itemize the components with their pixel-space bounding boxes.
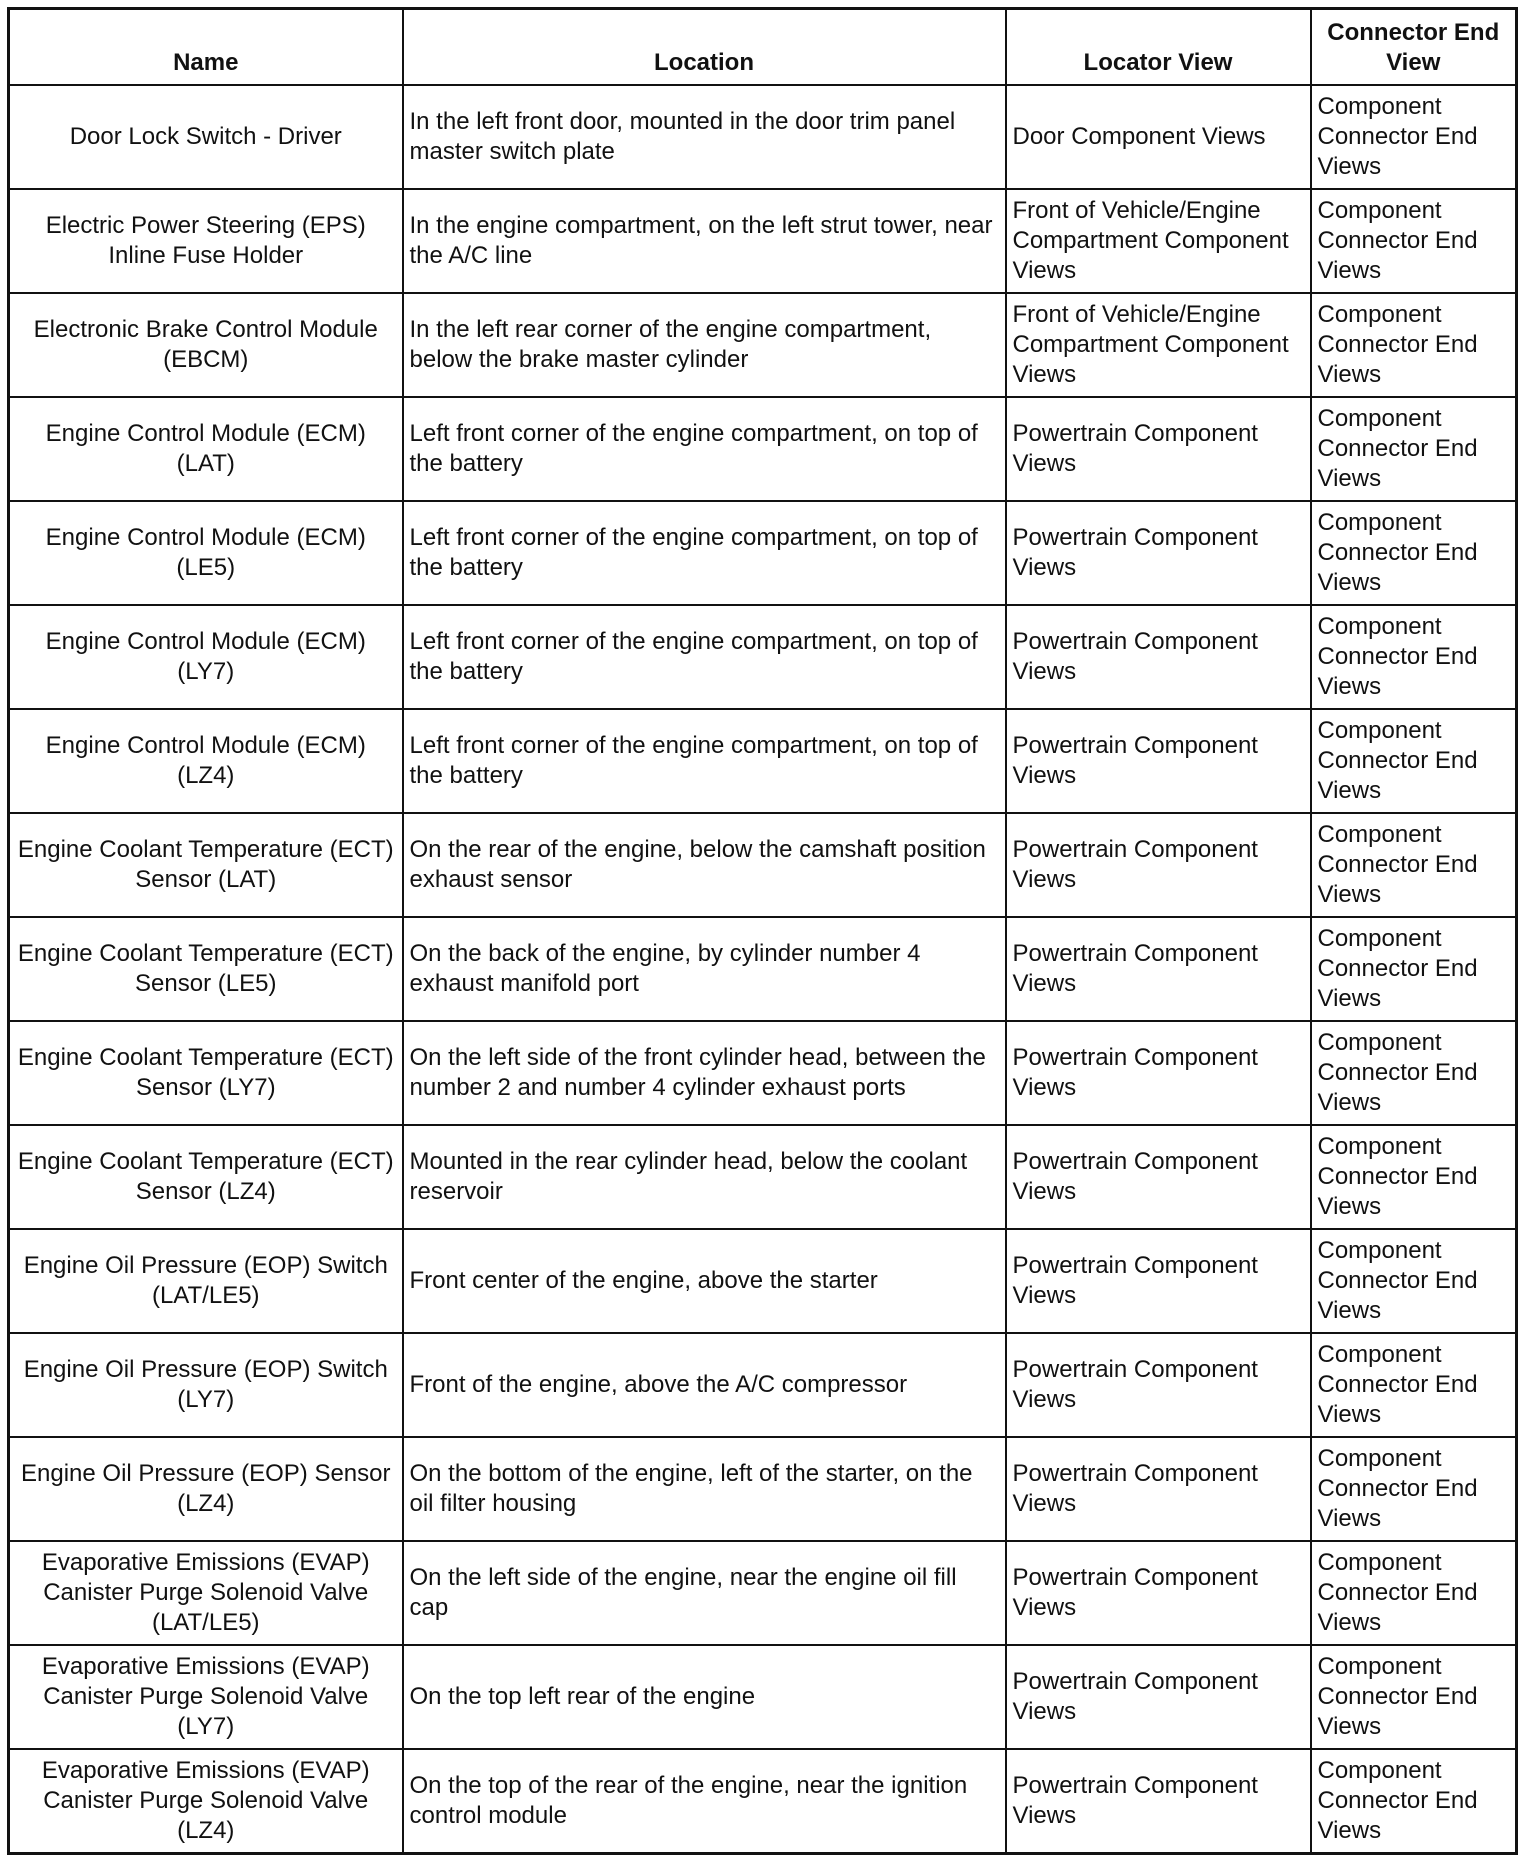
cell-locator-view: Powertrain Component Views	[1006, 1333, 1311, 1437]
table-row	[9, 1437, 1517, 1541]
table-row	[9, 293, 1517, 397]
cell-location: On the top of the rear of the engine, near the ignition control module	[403, 1749, 1006, 1854]
cell-connector-end-view: Component Connector End Views	[1311, 709, 1517, 813]
cell-location: Mounted in the rear cylinder head, below the coolant reservoir	[403, 1125, 1006, 1229]
cell-location: In the left rear corner of the engine compartment, below the brake master cylinder	[403, 293, 1006, 397]
cell-location: In the engine compartment, on the left strut tower, near the A/C line	[403, 189, 1006, 293]
cell-locator-view: Powertrain Component Views	[1006, 1229, 1311, 1333]
cell-connector-end-view: Component Connector End Views	[1311, 1645, 1517, 1749]
cell-connector-end-view: Component Connector End Views	[1311, 85, 1517, 189]
table-row	[9, 1021, 1517, 1125]
cell-name: Engine Coolant Temperature (ECT) Sensor (LAT)	[9, 813, 403, 917]
cell-name: Engine Oil Pressure (EOP) Sensor (LZ4)	[9, 1437, 403, 1541]
cell-locator-view: Powertrain Component Views	[1006, 1021, 1311, 1125]
cell-connector-end-view: Component Connector End Views	[1311, 1541, 1517, 1645]
cell-locator-view: Front of Vehicle/Engine Compartment Component Views	[1006, 293, 1311, 397]
cell-locator-view: Front of Vehicle/Engine Compartment Component Views	[1006, 189, 1311, 293]
cell-name: Engine Control Module (ECM) (LE5)	[9, 501, 403, 605]
table-row	[9, 397, 1517, 501]
cell-location: On the bottom of the engine, left of the starter, on the oil filter housing	[403, 1437, 1006, 1541]
table-row	[9, 85, 1517, 189]
cell-name: Evaporative Emissions (EVAP) Canister Purge Solenoid Valve (LY7)	[9, 1645, 403, 1749]
cell-name: Engine Coolant Temperature (ECT) Sensor (LZ4)	[9, 1125, 403, 1229]
cell-connector-end-view: Component Connector End Views	[1311, 189, 1517, 293]
cell-locator-view: Powertrain Component Views	[1006, 1125, 1311, 1229]
cell-locator-view: Powertrain Component Views	[1006, 605, 1311, 709]
cell-locator-view: Powertrain Component Views	[1006, 501, 1311, 605]
table-row	[9, 1645, 1517, 1749]
document-page	[7, 7, 1515, 1855]
cell-name: Electric Power Steering (EPS) Inline Fuse Holder	[9, 189, 403, 293]
cell-connector-end-view: Component Connector End Views	[1311, 917, 1517, 1021]
component-locator-table	[7, 7, 1518, 1855]
cell-name: Electronic Brake Control Module (EBCM)	[9, 293, 403, 397]
header-connector-end-view: Connector End View	[1311, 9, 1517, 86]
cell-connector-end-view: Component Connector End Views	[1311, 397, 1517, 501]
table-row	[9, 813, 1517, 917]
cell-name: Engine Control Module (ECM) (LY7)	[9, 605, 403, 709]
cell-location: Left front corner of the engine compartment, on top of the battery	[403, 709, 1006, 813]
table-row	[9, 709, 1517, 813]
cell-name: Engine Coolant Temperature (ECT) Sensor (LE5)	[9, 917, 403, 1021]
cell-connector-end-view: Component Connector End Views	[1311, 1021, 1517, 1125]
cell-connector-end-view: Component Connector End Views	[1311, 1749, 1517, 1854]
cell-location: On the left side of the engine, near the engine oil fill cap	[403, 1541, 1006, 1645]
cell-locator-view: Powertrain Component Views	[1006, 1645, 1311, 1749]
cell-locator-view: Powertrain Component Views	[1006, 397, 1311, 501]
cell-connector-end-view: Component Connector End Views	[1311, 813, 1517, 917]
cell-location: In the left front door, mounted in the door trim panel master switch plate	[403, 85, 1006, 189]
cell-name: Door Lock Switch - Driver	[9, 85, 403, 189]
cell-location: Left front corner of the engine compartment, on top of the battery	[403, 501, 1006, 605]
header-locator-view: Locator View	[1006, 9, 1311, 86]
cell-connector-end-view: Component Connector End Views	[1311, 501, 1517, 605]
cell-connector-end-view: Component Connector End Views	[1311, 293, 1517, 397]
table-row	[9, 1125, 1517, 1229]
cell-location: On the left side of the front cylinder head, between the number 2 and number 4 cylinder exhaust ports	[403, 1021, 1006, 1125]
table-body	[9, 85, 1517, 1854]
cell-locator-view: Powertrain Component Views	[1006, 917, 1311, 1021]
cell-location: On the rear of the engine, below the camshaft position exhaust sensor	[403, 813, 1006, 917]
cell-locator-view: Powertrain Component Views	[1006, 1749, 1311, 1854]
cell-connector-end-view: Component Connector End Views	[1311, 605, 1517, 709]
cell-locator-view: Powertrain Component Views	[1006, 709, 1311, 813]
cell-name: Evaporative Emissions (EVAP) Canister Purge Solenoid Valve (LZ4)	[9, 1749, 403, 1854]
cell-locator-view: Powertrain Component Views	[1006, 1437, 1311, 1541]
cell-name: Engine Oil Pressure (EOP) Switch (LAT/LE5)	[9, 1229, 403, 1333]
cell-location: On the back of the engine, by cylinder number 4 exhaust manifold port	[403, 917, 1006, 1021]
cell-connector-end-view: Component Connector End Views	[1311, 1125, 1517, 1229]
table-row	[9, 189, 1517, 293]
cell-location: Front center of the engine, above the starter	[403, 1229, 1006, 1333]
cell-connector-end-view: Component Connector End Views	[1311, 1437, 1517, 1541]
header-name: Name	[9, 9, 403, 86]
table-row	[9, 917, 1517, 1021]
table-row	[9, 1229, 1517, 1333]
cell-locator-view: Door Component Views	[1006, 85, 1311, 189]
table-row	[9, 605, 1517, 709]
cell-connector-end-view: Component Connector End Views	[1311, 1333, 1517, 1437]
cell-location: Front of the engine, above the A/C compressor	[403, 1333, 1006, 1437]
table-row	[9, 1749, 1517, 1854]
table-header-row	[9, 9, 1517, 86]
cell-locator-view: Powertrain Component Views	[1006, 1541, 1311, 1645]
cell-location: On the top left rear of the engine	[403, 1645, 1006, 1749]
cell-location: Left front corner of the engine compartment, on top of the battery	[403, 397, 1006, 501]
cell-name: Evaporative Emissions (EVAP) Canister Purge Solenoid Valve (LAT/LE5)	[9, 1541, 403, 1645]
table-row	[9, 501, 1517, 605]
cell-name: Engine Oil Pressure (EOP) Switch (LY7)	[9, 1333, 403, 1437]
cell-name: Engine Coolant Temperature (ECT) Sensor (LY7)	[9, 1021, 403, 1125]
cell-connector-end-view: Component Connector End Views	[1311, 1229, 1517, 1333]
table-row	[9, 1333, 1517, 1437]
header-location: Location	[403, 9, 1006, 86]
table-row	[9, 1541, 1517, 1645]
cell-location: Left front corner of the engine compartment, on top of the battery	[403, 605, 1006, 709]
cell-locator-view: Powertrain Component Views	[1006, 813, 1311, 917]
cell-name: Engine Control Module (ECM) (LAT)	[9, 397, 403, 501]
cell-name: Engine Control Module (ECM) (LZ4)	[9, 709, 403, 813]
